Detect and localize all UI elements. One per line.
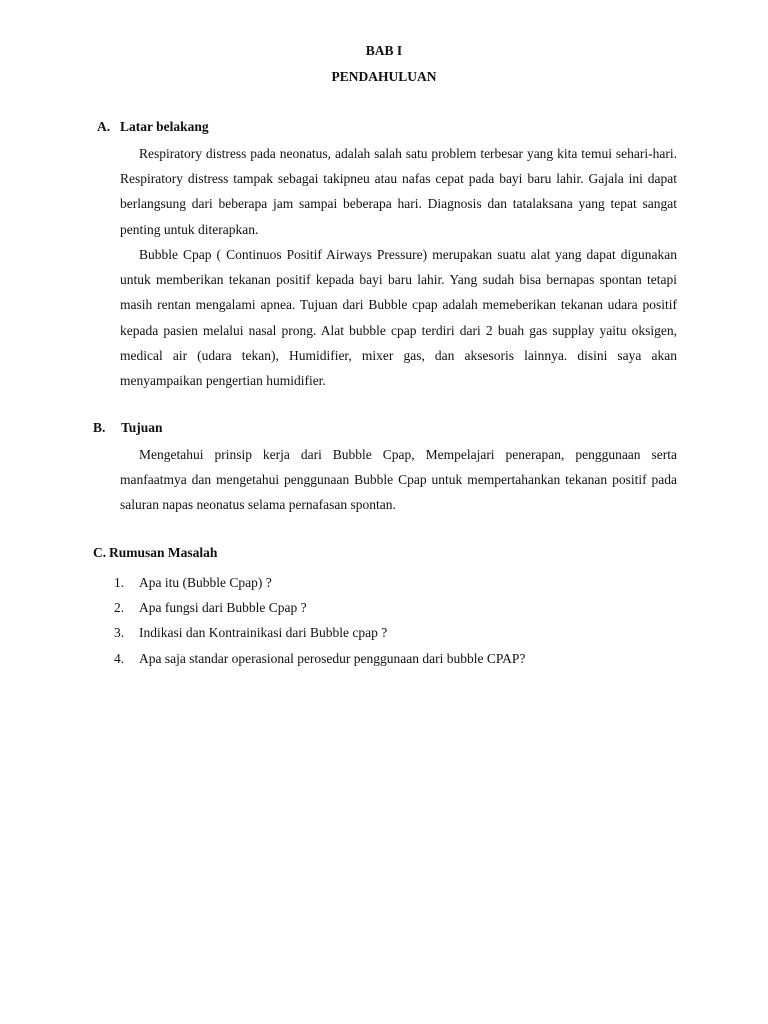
list-item-number: 2.	[114, 600, 125, 616]
list-item-number: 3.	[114, 625, 125, 641]
list-item	[114, 646, 674, 671]
list-item-number: 4.	[114, 650, 125, 666]
section-b-letter: B.	[93, 420, 106, 435]
list-item	[114, 570, 674, 595]
section-a-title: Latar belakang	[120, 119, 209, 134]
section-b-paragraph-1: Mengetahui prinsip kerja dari Bubble Cpap, Mempelajari penerapan, penggunaan serta manfaatmya dan mengetahui penggunaan Bubble Cpap untuk mempertahankan tekanan positif pada saluran napas neonatus selama pernafasan spontan.	[120, 447, 677, 513]
problem-list	[114, 570, 674, 671]
section-a-paragraph-2: Bubble Cpap ( Continuos Positif Airways Pressure) merupakan suatu alat yang dapat digunakan untuk memberikan tekanan positif kepada bayi baru lahir. Yang sudah bisa bernapas spontan tetapi masih rentan mengalami apnea. Tujuan dari Bubble cpap adalah memeberikan tekanan udara positif kepada pasien melalui nasal prong. Alat bubble cpap terdiri dari 2 buah gas supplay yaitu oksigen, medical air (udara tekan), Humidifier, mixer gas, dan aksesoris lainnya. disini saya akan menyampaikan pengertian humidifier.	[120, 247, 677, 389]
list-item-text: Apa itu (Bubble Cpap) ?	[139, 575, 272, 590]
section-a-letter: A.	[97, 119, 111, 134]
list-item	[114, 620, 674, 645]
list-item-number: 1.	[114, 575, 125, 590]
section-a-paragraph-1: Respiratory distress pada neonatus, adalah salah satu problem terbesar yang kita temui sehari-hari. Respiratory distress tampak sebagai takipneu atau nafas cepat pada bayi baru lahir. Gajala ini dapat berlangsung dari beberapa jam sampai beberapa hari. Diagnosis dan tatalaksana yang tepat sangat penting untuk diterapkan.	[120, 146, 677, 237]
section-c-letter: C.	[93, 545, 107, 560]
list-item	[114, 595, 674, 620]
section-c-heading	[93, 545, 217, 561]
list-item-text: Indikasi dan Kontrainikasi dari Bubble cpap ?	[139, 625, 388, 641]
list-item-text: Apa fungsi dari Bubble Cpap ?	[139, 600, 307, 616]
chapter-number: BAB I	[365, 43, 403, 58]
list-item-text: Apa saja standar operasional perosedur penggunaan dari bubble CPAP?	[139, 650, 526, 666]
chapter-title: PENDAHULUAN	[331, 69, 437, 84]
section-a-heading	[97, 119, 209, 135]
section-b-heading	[93, 420, 163, 436]
section-b-title: Tujuan	[121, 420, 163, 435]
section-c-title: Rumusan Masalah	[109, 545, 218, 560]
